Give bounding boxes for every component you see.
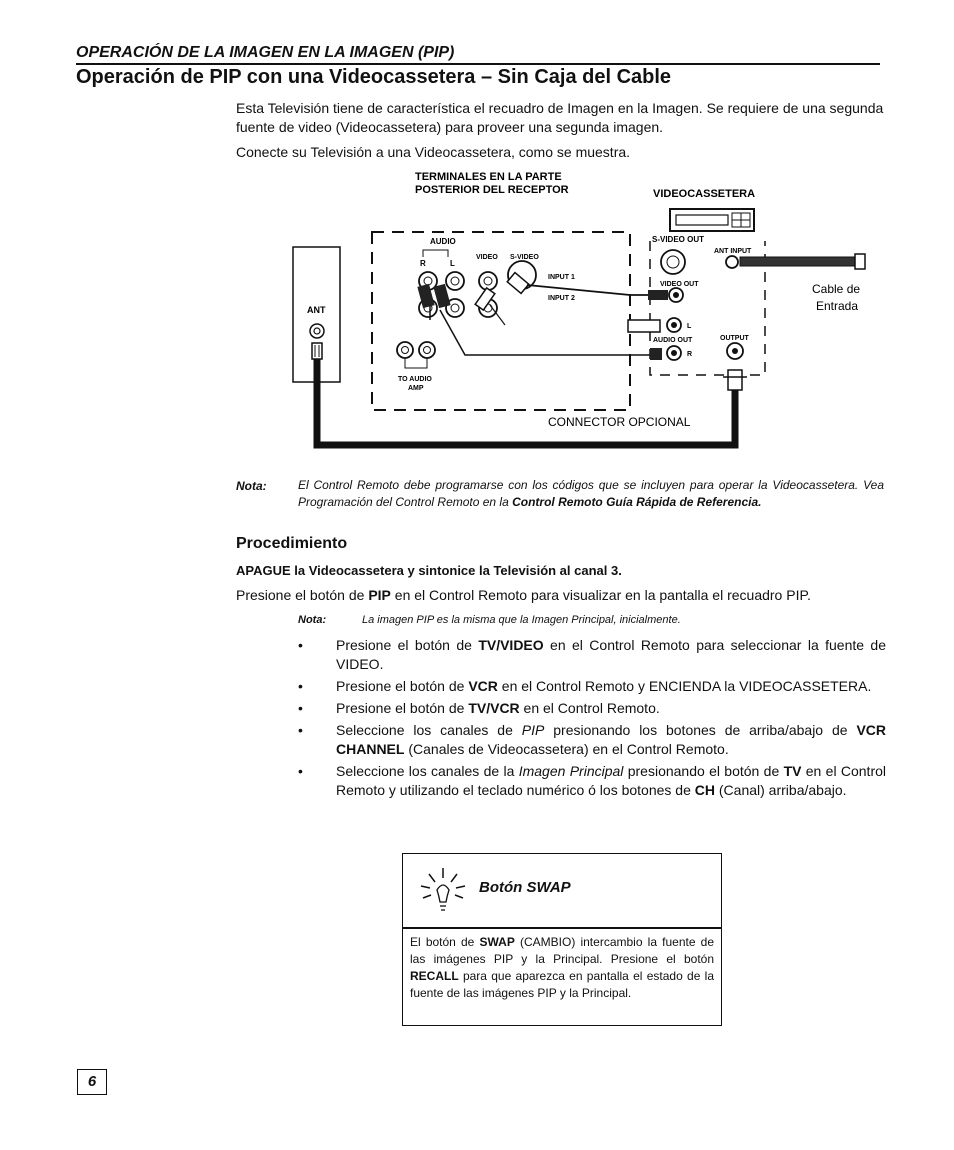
tip-body: El botón de SWAP (CAMBIO) intercambio la fuente de las imágenes PIP y la Principal. Presione el botón RECALL para que aparezca en pantalla el estado de la fuente de las imágenes PIP y la Principal. [410, 935, 714, 1000]
step-text: Presione el botón de PIP en el Control Remoto para visualizar en la pantalla el recuadro PIP. [236, 587, 811, 603]
intro-instruction: Conecte su Televisión a una Videocassetera, como se muestra. [236, 144, 631, 160]
note-tag: Nota: [236, 479, 267, 493]
svg-text:L: L [687, 323, 692, 330]
svg-text:AUDIO OUT: AUDIO OUT [653, 337, 693, 344]
svg-text:OUTPUT: OUTPUT [720, 335, 749, 342]
cable-label: Cable de [812, 282, 861, 296]
lightbulb-icon [417, 866, 469, 916]
svg-text:INPUT 2: INPUT 2 [548, 295, 575, 302]
list-item: • Seleccione los canales de PIP presionando los botones de arriba/abajo de VCR CHANNEL (Canales de Videocassetera) en el Control Remoto. [298, 722, 886, 757]
svg-text:S-VIDEO: S-VIDEO [510, 254, 539, 261]
rf-cable [317, 359, 735, 445]
connector-label: CONNECTOR OPCIONAL [548, 415, 691, 429]
tv-rear-panel [372, 232, 630, 410]
svg-text:R: R [420, 259, 426, 268]
page-title: Operación de PIP con una Videocassetera – Sin Caja del Cable [76, 66, 672, 88]
section-header: OPERACIÓN DE LA IMAGEN EN LA IMAGEN (PIP) [76, 44, 880, 65]
svg-text:R: R [687, 351, 693, 358]
connection-diagram [280, 165, 890, 465]
cable-label-2: Entrada [816, 299, 859, 313]
vcr-label: VIDEOCASSETERA [653, 188, 756, 200]
ant-label: ANT [307, 305, 326, 315]
svg-text:S-VIDEO OUT: S-VIDEO OUT [652, 235, 705, 244]
svg-text:VIDEO: VIDEO [476, 254, 498, 261]
svg-text:VIDEO OUT: VIDEO OUT [660, 281, 699, 288]
tv-panel-label-2: POSTERIOR DEL RECEPTOR [415, 184, 569, 196]
tv-panel-label: TERMINALES EN LA PARTE [415, 171, 562, 183]
tip-header [403, 854, 721, 929]
list-item: • Presione el botón de VCR en el Control Remoto y ENCIENDA la VIDEOCASSETERA. [298, 678, 872, 694]
svg-text:ANT INPUT: ANT INPUT [714, 248, 752, 255]
svg-text:AUDIO: AUDIO [430, 237, 456, 246]
ant-jack [310, 324, 324, 338]
svg-text:L: L [450, 259, 455, 268]
step-heading: APAGUE la Videocassetera y sintonice la Televisión al canal 3. [236, 563, 622, 578]
note-text: El Control Remoto debe programarse con los códigos que se incluyen para operar la Videocassetera. Vea Programación del Control Remoto en la Control Remoto Guía Rápida de Referencia. [298, 478, 884, 509]
note2-tag: Nota: [298, 614, 327, 626]
procedure-heading: Procedimiento [236, 535, 348, 552]
svg-text:AMP: AMP [408, 385, 424, 392]
swap-tip-box [402, 853, 722, 1026]
note2-text: La imagen PIP es la misma que la Imagen Principal, inicialmente. [362, 614, 681, 626]
page-number: 6 [77, 1069, 107, 1095]
tip-title: Botón SWAP [479, 879, 571, 896]
list-item: • Presione el botón de TV/VCR en el Control Remoto. [298, 700, 660, 716]
list-item: • Seleccione los canales de la Imagen Principal presionando el botón de TV en el Control Remoto y utilizando el teclado numérico ó los botones de CH (Canal) arriba/abajo. [298, 763, 887, 798]
svg-text:TO AUDIO: TO AUDIO [398, 376, 432, 383]
list-item: • Presione el botón de TV/VIDEO en el Control Remoto para seleccionar la fuente de VIDEO. [298, 637, 886, 672]
intro-paragraph: Esta Televisión tiene de característica el recuadro de Imagen en la Imagen. Se requiere de una segunda fuente de video (Videocassetera) para proveer una segunda imagen. [236, 100, 884, 135]
instruction-list [298, 636, 886, 803]
svg-text:INPUT 1: INPUT 1 [548, 274, 575, 281]
